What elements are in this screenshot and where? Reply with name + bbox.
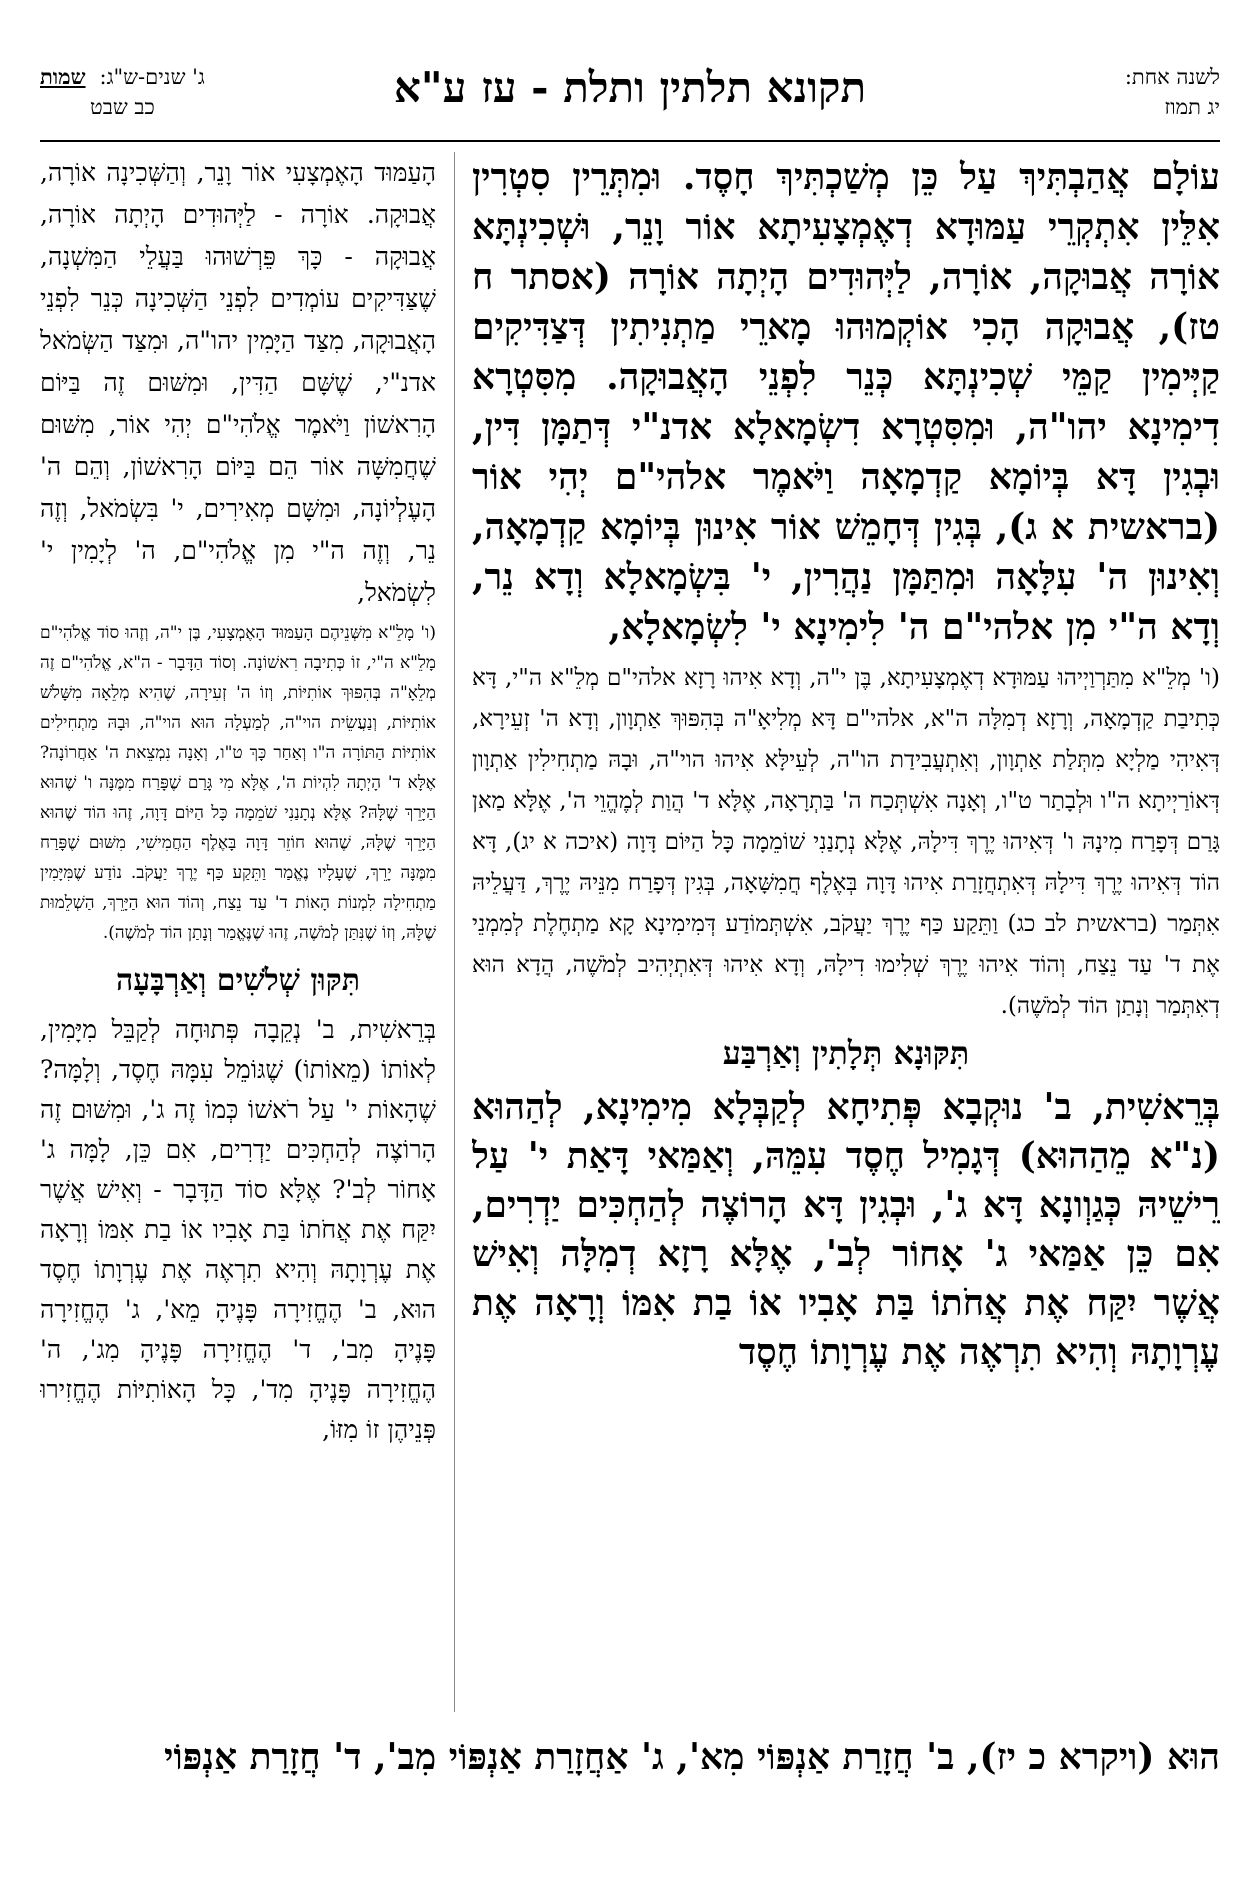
schedule-three-years-date: כב שבט: [90, 95, 155, 119]
schedule-three-years-label: ג' שנים-ש"ג:: [99, 65, 205, 89]
main-section-paragraph: בְּרֵאשִׁית, ב' נוּקְבָא פְּתִיחָא לְקַבְּלָא מִימִינָא, לְהַהוּא (נ"א מֵהַהוּא) דְּגָמִיל חֶסֶד עִמֵּהּ, וְאַמַּאי דָּאַת י' עַל רֵישֵׁיהּ כְּגַוְונָא דָּא ג', וּבְגִין דָּא הָרוֹצֶה לְהַחְכִּים יַדְרִים, אִם כֵּן אַמַּאי ג' אָחוֹר לְב', אֶלָּא רָזָא דְמִלָּה וְאִישׁ אֲשֶׁר יִקַּח אֶת אֲחֹתוֹ בַּת אָבִיו אוֹ בַת אִמּוֹ וְרָאָה אֶת עֶרְוָתָהּ וְהִיא תִרְאֶה אֶת עֶרְוָתוֹ חֶסֶד: [472, 1086, 1220, 1373]
main-paragraph: עוֹלָם אֲהַבְתִּיךְ עַל כֵּן מְשַׁכְתִּיךְ חָסֶד. וּמִתְּרֵין סִטְרִין אִלֵּין אִתְקְרֵי עַמּוּדָא דְאֶמְצָעִיתָא אוֹר וָנֵר, וּשְׁכִינְתָּא אוֹרָה אֲבוּקָה, אוֹרָה, לַיְּהוּדִים הָיְתָה אוֹרָה (אסתר ח טז), אֲבוּקָה הָכִי אוֹקְמוּהוּ מָארֵי מַתְנִיתִין דְּצַדִּיקִים קַיְּימִין קַמֵּי שְׁכִינְתָּא כְּנֵר לִפְנֵי הָאֲבוּקָה. מִסִּטְרָא דִימִינָא יהו"ה, וּמִסִּטְרָא דִשְׂמָאלָא אדנ"י דְּתַמָּן דִּין, וּבְגִין דָּא בְּיוֹמָא קַדְמָאָה וַיֹּאמֶר אלהי"ם יְהִי אוֹר (בראשית א ג), בְּגִין דְּחָמֵשׁ אוֹר אִינוּן בְּיוֹמָא קַדְמָאָה, וְאִינוּן ה' עִלָּאָה וּמִתַּמָּן נַהֲרִין, י' בִּשְׂמָאלָא וְדָא נֵר, וְדָא ה"י מִן אלהי"ם ה' לִימִינָא י' לִשְׂמָאלָא,: [472, 156, 1220, 648]
page-header: [40, 60, 1220, 142]
text-columns: [40, 140, 1220, 1730]
translation-column: [40, 140, 436, 1730]
translation-section-paragraph: בְּרֵאשִׁית, ב' נְקֵבָה פְּתוּחָה לְקַבֵּל מִיָּמִין, לְאוֹתוֹ (מֵאוֹתוֹ) שֶׁגּוֹמֵל עִמָּהּ חֶסֶד, וְלָמָּה? שֶׁהָאוֹת י' עַל רֹאשׁוֹ כְּמוֹ זֶה ג', וּמִשּׁוּם זֶה הָרוֹצֶה לְהַחְכִּים יַדְרִים, אִם כֵּן, לָמָּה ג' אָחוֹר לְב'? אֶלָּא סוֹד הַדָּבָר - וְאִישׁ אֲשֶׁר יִקַּח אֶת אֲחֹתוֹ בַּת אָבִיו אוֹ בַת אִמּוֹ וְרָאָה אֶת עֶרְוָתָהּ וְהִיא תִרְאֶה אֶת עֶרְוָתוֹ חֶסֶד הוּא, ב' הֶחֱזִירָה פָּנֶיהָ מֵא', ג' הֶחֱזִירָה פָּנֶיהָ מִב', ד' הֶחֱזִירָה פָּנֶיהָ מִג', ה' הֶחֱזִירָה פָּנֶיהָ מִד', כָּל הָאוֹתִיּוֹת הֶחֱזִירוּ פְּנֵיהֶן זוֹ מִזּוֹ,: [40, 1015, 436, 1444]
schedule-one-year-date: יג תמוז: [1164, 95, 1220, 119]
column-divider: [454, 152, 455, 1712]
main-column: [472, 140, 1220, 1730]
parasha-name: שמות: [40, 64, 86, 89]
schedule-one-year-label: לשנה אחת:: [1124, 65, 1220, 89]
schedule-three-years: [40, 62, 205, 122]
translation-paragraph: הָעַמּוּד הָאֶמְצָעִי אוֹר וָנֵר, וְהַשְּׁכִינָה אוֹרָה, אֲבוּקָה. אוֹרָה - לַיְּהוּדִים הָיְתָה אוֹרָה, אֲבוּקָה - כָּךְ פֵּרְשׁוּהוּ בַּעֲלֵי הַמִּשְׁנָה, שֶׁצַּדִּיקִים עוֹמְדִים לִפְנֵי הַשְּׁכִינָה כְּנֵר לִפְנֵי הָאֲבוּקָה, מִצַּד הַיָּמִין יהו"ה, וּמִצַּד הַשְּׂמֹאל אדנ"י, שֶׁשָּׁם הַדִּין, וּמִשּׁוּם זֶה בַּיּוֹם הָרִאשׁוֹן וַיֹּאמֶר אֱלֹהִי"ם יְהִי אוֹר, מִשּׁוּם שֶׁחֲמִשָּׁה אוֹר הֵם בַּיּוֹם הָרִאשׁוֹן, וְהֵם ה' הָעֶלְיוֹנָה, וּמִשָּׁם מְאִירִים, י' בִּשְׂמֹאל, וְזֶה נֵר, וְזֶה ה"י מִן אֱלֹהִי"ם, ה' לְיָמִין י' לִשְׂמֹאל,: [40, 158, 436, 607]
page-title: תקונא תלתין ותלת - עז ע"א: [393, 63, 867, 112]
bottom-line: הוּא (ויקרא כ יז), ב' חֲזָרַת אַנְפּוֹי מִא', ג' אַחֲזָרַת אַנְפּוֹי מִב', ד' חֲזָרַת אַנְפּוֹי: [164, 1736, 1220, 1778]
main-section-heading: תִּקּוּנָא תְּלָתִין וְאַרְבַּע: [722, 1034, 970, 1072]
page: [40, 60, 1220, 1860]
translation-commentary-paragraph: (ו' מָלֵ"א מִשְּׁנֵיהֶם הָעַמּוּד הָאֶמְצָעִי, בֶּן י"ה, וְזֶהוּ סוֹד אֱלֹהִי"ם מָלֵ"א ה"י, זוֹ כְּתִיבָה רִאשׁוֹנָה. וְסוֹד הַדָּבָר - ה"א, אֱלֹהִי"ם זֶה מְלֵאָ"ה בְּהִפּוּךְ אוֹתִיּוֹת, וְזוֹ ה' זְעִירָה, שֶׁהִיא מְלֵאָה מִשָּׁלֹשׁ אוֹתִיּוֹת, וְנַעֲשֵׂית הוי"ה, לְמַעְלָה הוּא הוי"ה, וּבָהּ מַתְחִילִים אוֹתִיּוֹת הַתּוֹרָה ה"ו וְאַחַר כָּךְ ט"ו, וְאָנָה נִמְצֵאת ה' אַחֲרוֹנָה? אֶלָּא ד' הָיְתָה לִהְיוֹת ה', אֶלָּא מִי גָּרַם שֶׁפָּרַח מִמֶּנָּה ו' שֶׁהוּא הַיָּרֵךְ שֶׁלָּהּ? אֶלָּא נְתָנַנִי שֹׁמֵמָה כָּל הַיּוֹם דָּוָה, זֶהוּ הוֹד שֶׁהוּא הַיָּרֵךְ שֶׁלָּהּ, שֶׁהוּא חוֹזֵר דָּוָה בָּאֶלֶף הַחֲמִישִׁי, מִשּׁוּם שֶׁפָּרַח מִמֶּנָּה יָרֵךְ, שֶׁעָלָיו נֶאֱמַר וַתֵּקַע כַּף יֶרֶךְ יַעֲקֹב. נוֹדַע שֶׁמִּיָּמִין מַתְחִילָה לִמְנוֹת הָאוֹת ד' עַד נֵצַח, וְהוֹד הוּא הַיָּרֵךְ, הַשְׁלֵמוּת שֶׁלָּהּ, וְזוֹ שֶׁנִּתַּן לְמֹשֶׁה, זֶהוּ שֶׁנֶּאֱמַר וְנָתַן הוֹד לְמֹשֶׁה).: [40, 623, 436, 943]
translation-section-heading: תִּקּוּן שְׁלֹשִׁים וְאַרְבָּעָה: [115, 963, 361, 998]
main-commentary-paragraph: (ו' מְלֵ"א מִתַּרְוַיְיהוּ עַמּוּדָא דְאֶמְצָעִיתָא, בֶּן י"ה, וְדָא אִיהוּ רָזָא אלהי"ם מְלֵ"א ה"י, דָּא כְּתִיבַת קַדְמָאָה, וְרָזָא דְמִלָּה ה"א, אלהי"ם דָּא מְלִיאָ"ה בְּהִפּוּךְ אַתְוָון, וְדָא ה' זְעֵירָא, דְּאִיהִי מַלְיָא מִתְּלַת אַתְוָון, וְאִתְעֲבִידַת הו"ה, לְעֵילָּא אִיהוּ הוי"ה, וּבָהּ מַתְחִילִין אַתְוָון דְּאוֹרַיְיתָא ה"ו וּלְבָתַר ט"ו, וְאָנָה אִשְׁתְּכַח ה' בַּתְרָאָה, אֶלָּא ד' הֲוַת לְמֶהֱוֵי ה', אֶלָּא מַאן גָּרַם דְּפָרַח מִינָהּ ו' דְּאִיהוּ יֶרֶךְ דִּילָהּ, אֶלָּא נְתָנַנִי שׁוֹמֵמָה כָּל הַיּוֹם דָּוָה (איכה א יג), דָּא הוֹד דְּאִיהוּ יֶרֶךְ דִּילָהּ דְּאִתְחֲזָרַת אִיהוּ דָּוָה בְּאֶלֶף חֲמִשָּׁאָה, בְּגִין דְּפָרַח מִנֵּיהּ יֶרֶךְ, דַּעֲלֵיהּ אִתְּמַר (בראשית לב כג) וַתֵּקַע כַּף יֶרֶךְ יַעֲקֹב, אִשְׁתְּמוֹדַע דְּמִימִינָא קָא מַתְחֶלֶת לְמִמְנֵי אֶת ד' עַד נֵצַח, וְהוֹד אִיהוּ יֶרֶךְ שְׁלִימוּ דִילָהּ, וְדָא אִיהוּ דְּאִתְיְהִיב לְמֹשֶׁה, הֲדָא הוּא דְאִתְּמַר וְנָתַן הוֹד לְמֹשֶׁה).: [472, 665, 1220, 1019]
